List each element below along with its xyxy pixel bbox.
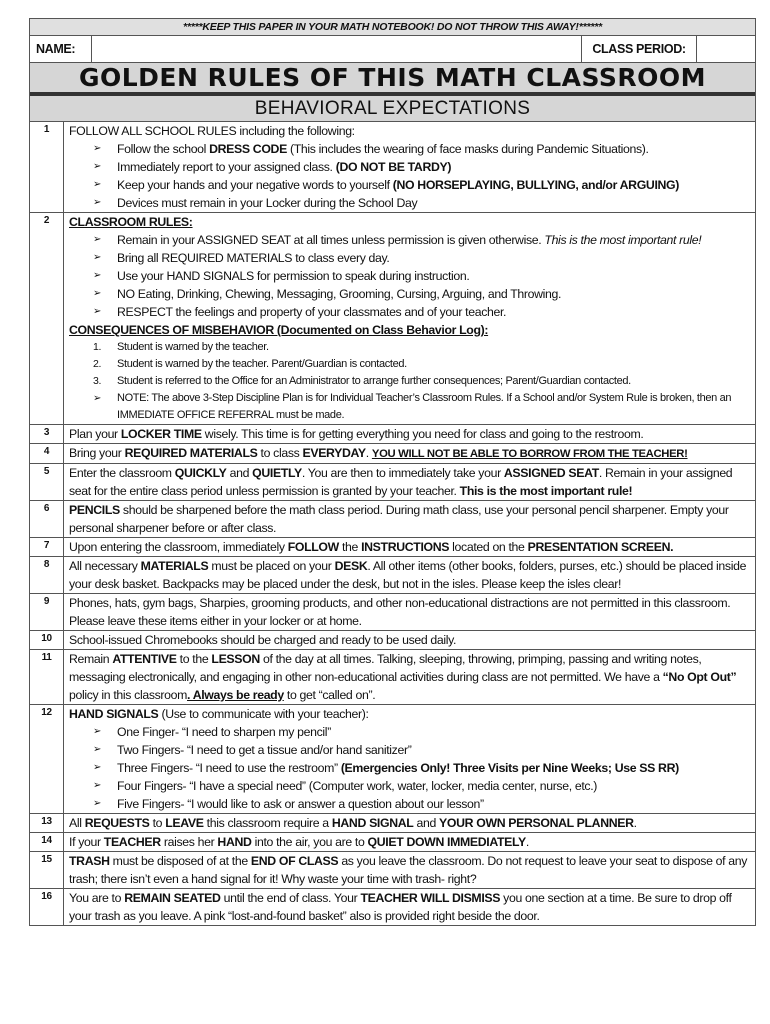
rule-number: 7 bbox=[30, 538, 64, 556]
rule-text: Remain ATTENTIVE to the LESSON of the day at all times. Talking, sleeping, throwing, primping, passing and writing notes, messaging electronically, and engaging in other non-educational activities during class are not permitted. We have a “No Opt Out” policy in this classroom. Always be ready to get “called on”. bbox=[69, 652, 737, 702]
rule-row-14 bbox=[30, 833, 755, 852]
arrow-bullet-icon: ➢ bbox=[93, 798, 102, 809]
bullet-item: ➢ Bring all REQUIRED MATERIALS to class every day. bbox=[93, 251, 390, 265]
rule-number: 5 bbox=[30, 464, 64, 500]
rules-sheet bbox=[29, 18, 756, 926]
rule-number: 14 bbox=[30, 833, 64, 851]
rule-text: Bring your REQUIRED MATERIALS to class EVERYDAY. YOU WILL NOT BE ABLE TO BORROW FROM THE TEACHER! bbox=[69, 446, 688, 460]
consequence-item: 2. Student is warned by the teacher. Parent/Guardian is contacted. bbox=[93, 358, 407, 370]
arrow-bullet-icon: ➢ bbox=[93, 197, 102, 208]
rule-row-16 bbox=[30, 889, 755, 925]
arrow-bullet-icon: ➢ bbox=[93, 288, 102, 299]
bullet-item: ➢ NO Eating, Drinking, Chewing, Messaging, Grooming, Cursing, Arguing, and Throwing. bbox=[93, 287, 562, 301]
rule-text: PENCILS should be sharpened before the math class period. During math class, use your personal pencil sharpener. Empty your personal sharpener before or after class. bbox=[69, 503, 729, 535]
arrow-bullet-icon: ➢ bbox=[93, 143, 102, 154]
rule-text: If your TEACHER raises her HAND into the air, you are to QUIET DOWN IMMEDIATELY. bbox=[69, 835, 529, 849]
rule-row-3 bbox=[30, 425, 755, 444]
rule-text: Phones, hats, gym bags, Sharpies, grooming products, and other non-educational distractions are not permitted in this classroom. Please leave these items either in your locker or at home. bbox=[69, 596, 731, 628]
bullet-item: ➢ Immediately report to your assigned class. (DO NOT BE TARDY) bbox=[93, 160, 452, 174]
rule-number: 4 bbox=[30, 444, 64, 463]
rule-intro: FOLLOW ALL SCHOOL RULES including the following: bbox=[69, 124, 355, 138]
arrow-bullet-icon: ➢ bbox=[93, 252, 102, 263]
name-row bbox=[30, 36, 755, 63]
consequences-heading: CONSEQUENCES OF MISBEHAVIOR (Documented on Class Behavior Log): bbox=[69, 323, 489, 337]
bullet-item: ➢ Two Fingers- “I need to get a tissue and/or hand sanitizer” bbox=[93, 743, 412, 757]
rule-text bbox=[64, 213, 755, 424]
name-field[interactable] bbox=[92, 36, 582, 62]
page-title: GOLDEN RULES OF THIS MATH CLASSROOM bbox=[30, 63, 755, 96]
arrow-bullet-icon: ➢ bbox=[93, 762, 102, 773]
rule-text: School-issued Chromebooks should be charged and ready to be used daily. bbox=[69, 633, 457, 647]
rule-number: 6 bbox=[30, 501, 64, 537]
rule-number: 8 bbox=[30, 557, 64, 593]
rule-text: Enter the classroom QUICKLY and QUIETLY. You are then to immediately take your ASSIGNED SEAT. Remain in your assigned seat for the entire class period unless permission is granted by your teacher. This is the most important rule! bbox=[69, 466, 733, 498]
bullet-item: ➢ Keep your hands and your negative words to yourself (NO HORSEPLAYING, BULLYING, and/or ARGUING) bbox=[93, 178, 679, 192]
name-label: NAME: bbox=[30, 36, 92, 62]
arrow-bullet-icon: ➢ bbox=[93, 780, 102, 791]
rule-number: 15 bbox=[30, 852, 64, 888]
rule-row-9 bbox=[30, 594, 755, 631]
arrow-bullet-icon: ➢ bbox=[93, 161, 102, 172]
rule-row-6 bbox=[30, 501, 755, 538]
arrow-bullet-icon: ➢ bbox=[93, 744, 102, 755]
rule-row-10 bbox=[30, 631, 755, 650]
arrow-bullet-icon: ➢ bbox=[93, 270, 102, 281]
classroom-rules-heading: CLASSROOM RULES: bbox=[69, 215, 193, 229]
class-period-field[interactable] bbox=[697, 36, 755, 62]
rule-number: 11 bbox=[30, 650, 64, 704]
bullet-item: ➢ Three Fingers- “I need to use the restroom” (Emergencies Only! Three Visits per Nine Weeks; Use SS RR) bbox=[93, 761, 679, 775]
rule-number: 12 bbox=[30, 705, 64, 813]
rule-row-11 bbox=[30, 650, 755, 705]
rule-text: All necessary MATERIALS must be placed on your DESK. All other items (other books, folders, purses, etc.) should be placed inside your desk basket. Backpacks may be placed under the desk, but not in the isles. Please keep the isles clear! bbox=[69, 559, 747, 591]
consequence-item: 3. Student is referred to the Office for an Administrator to arrange further consequences; Parent/Guardian contacted. bbox=[93, 375, 631, 387]
rule-text: TRASH must be disposed of at the END OF CLASS as you leave the classroom. Do not request to leave your seat to dispose of any trash; there isn’t even a hand signal for it! Why waste your time with trash- right? bbox=[69, 854, 748, 886]
bullet-item: ➢ Four Fingers- “I have a special need” (Computer work, water, locker, media center, nurse, etc.) bbox=[93, 779, 598, 793]
bullet-item: ➢ RESPECT the feelings and property of your classmates and of your teacher. bbox=[93, 305, 507, 319]
rule-row-2 bbox=[30, 213, 755, 425]
bullet-item: ➢ Follow the school DRESS CODE (This includes the wearing of face masks during Pandemic Situations). bbox=[93, 142, 649, 156]
arrow-bullet-icon: ➢ bbox=[93, 179, 102, 190]
bullet-item: ➢ Remain in your ASSIGNED SEAT at all times unless permission is given otherwise. This is the most important rule! bbox=[93, 233, 702, 247]
rule-number: 10 bbox=[30, 631, 64, 649]
rule-number: 13 bbox=[30, 814, 64, 832]
rule-text: Plan your LOCKER TIME wisely. This time is for getting everything you need for class and going to the restroom. bbox=[69, 427, 644, 441]
rule-number: 1 bbox=[30, 122, 64, 212]
arrow-bullet-icon: ➢ bbox=[93, 234, 102, 245]
arrow-bullet-icon: ➢ bbox=[93, 726, 102, 737]
rule-number: 9 bbox=[30, 594, 64, 630]
rule-text bbox=[64, 122, 755, 212]
rule-number: 2 bbox=[30, 213, 64, 424]
arrow-bullet-icon: ➢ bbox=[93, 393, 102, 404]
rule-row-8 bbox=[30, 557, 755, 594]
consequence-item: 1. Student is warned by the teacher. bbox=[93, 341, 269, 353]
rule-number: 16 bbox=[30, 889, 64, 925]
discipline-note: ➢ NOTE: The above 3-Step Discipline Plan is for Individual Teacher’s Classroom Rules. If a School and/or System Rule is broken, then an IMMEDIATE OFFICE REFERRAL must be made. bbox=[93, 392, 732, 421]
arrow-bullet-icon: ➢ bbox=[93, 306, 102, 317]
rule-row-4 bbox=[30, 444, 755, 464]
section-heading: BEHAVIORAL EXPECTATIONS bbox=[30, 96, 755, 122]
rule-text: Upon entering the classroom, immediately FOLLOW the INSTRUCTIONS located on the PRESENTATION SCREEN. bbox=[69, 540, 674, 554]
rule-row-12 bbox=[30, 705, 755, 814]
rule-row-15 bbox=[30, 852, 755, 889]
bullet-item: ➢ Use your HAND SIGNALS for permission to speak during instruction. bbox=[93, 269, 470, 283]
rule-text: All REQUESTS to LEAVE this classroom require a HAND SIGNAL and YOUR OWN PERSONAL PLANNER. bbox=[69, 816, 637, 830]
rule-row-7 bbox=[30, 538, 755, 557]
bullet-item: ➢ One Finger- “I need to sharpen my pencil” bbox=[93, 725, 331, 739]
rule-text: You are to REMAIN SEATED until the end of class. Your TEACHER WILL DISMISS you one section at a time. Be sure to drop off your trash as you leave. A pink “lost-and-found basket” also is provided right beside the door. bbox=[69, 891, 732, 923]
bullet-item: ➢ Devices must remain in your Locker during the School Day bbox=[93, 196, 418, 210]
rule-text: HAND SIGNALS (Use to communicate with your teacher): ➢ One Finger- “I need to sharpen my pencil” ➢ Two Fingers- “I need to get a tissue and/or hand sanitizer” ➢ Three Fingers- “I need to use the restroom” (Emergencies Only! Three Visits per Nine Weeks; Use SS RR) ➢ Four Fingers- “I have a special need” (Computer work, water, locker, media center, nurse, etc.) ➢ Five Fingers- “I would like to ask or answer a question about our lesson” bbox=[64, 705, 755, 813]
class-period-label: CLASS PERIOD: bbox=[582, 36, 697, 62]
rule-row-1 bbox=[30, 122, 755, 213]
rule-row-5 bbox=[30, 464, 755, 501]
bullet-item: ➢ Five Fingers- “I would like to ask or answer a question about our lesson” bbox=[93, 797, 484, 811]
rule-number: 3 bbox=[30, 425, 64, 443]
top-note: *****KEEP THIS PAPER IN YOUR MATH NOTEBOOK! DO NOT THROW THIS AWAY!****** bbox=[30, 19, 755, 36]
rule-row-13 bbox=[30, 814, 755, 833]
